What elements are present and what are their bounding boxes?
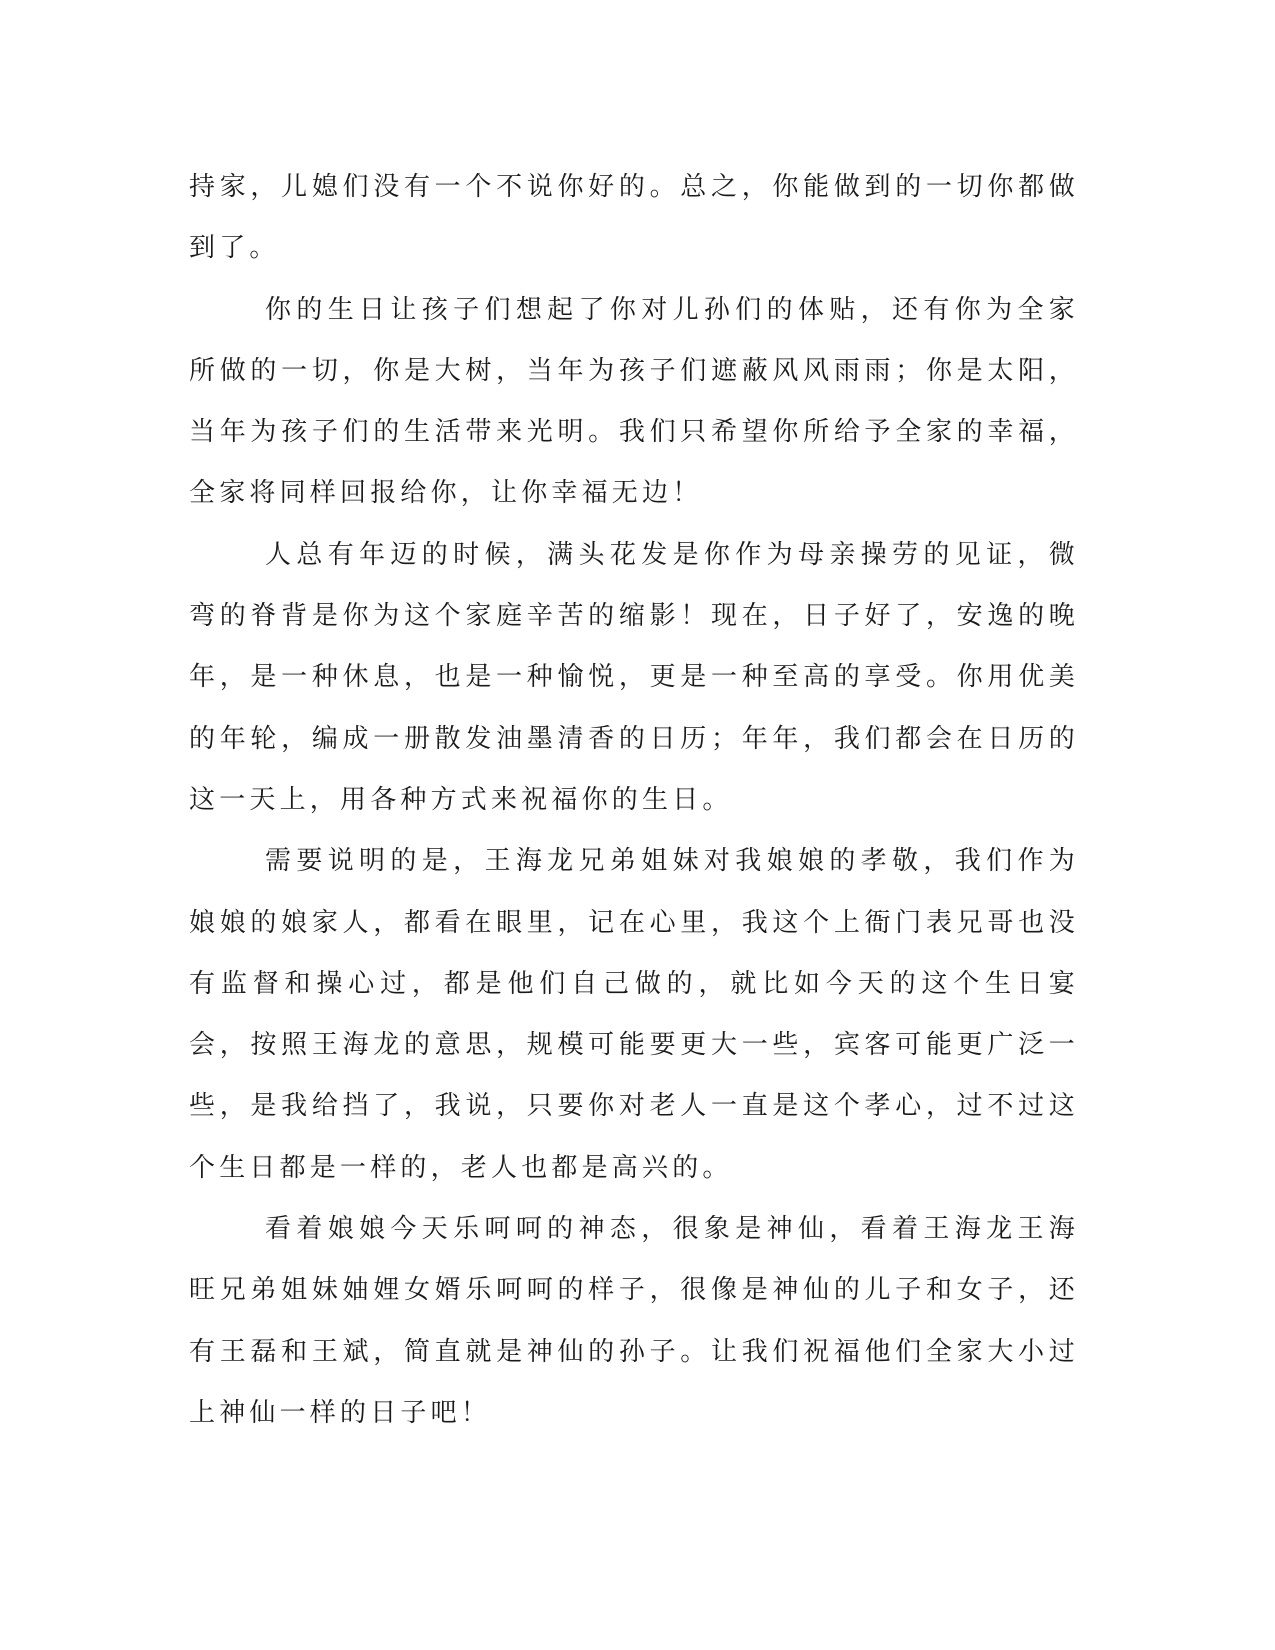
paragraph-1: 持家，儿媳们没有一个不说你好的。总之，你能做到的一切你都做到了。 — [189, 172, 1079, 264]
paragraph-2: 你的生日让孩子们想起了你对儿孙们的体贴，还有你为全家所做的一切，你是大树，当年为孩子们遮蔽风风雨雨；你是太阳，当年为孩子们的生活带来光明。我们只希望你所给予全家的幸福，全家将同样回报给你，让你幸福无边！ — [189, 294, 1079, 509]
paragraph-5: 看着娘娘今天乐呵呵的神态，很象是神仙，看着王海龙王海旺兄弟姐妹妯娌女婿乐呵呵的样子，很像是神仙的儿子和女子，还有王磊和王斌，简直就是神仙的孙子。让我们祝福他们全家大小过上神仙一样的日子吧！ — [189, 1214, 1079, 1428]
document-body — [189, 157, 1079, 1444]
paragraph-3: 人总有年迈的时候，满头花发是你作为母亲操劳的见证，微弯的脊背是你为这个家庭辛苦的缩影！现在，日子好了，安逸的晚年，是一种休息，也是一种愉悦，更是一种至高的享受。你用优美的年轮，编成一册散发油墨清香的日历；年年，我们都会在日历的这一天上，用各种方式来祝福你的生日。 — [189, 539, 1079, 815]
paragraph-4: 需要说明的是，王海龙兄弟姐妹对我娘娘的孝敬，我们作为娘娘的娘家人，都看在眼里，记在心里，我这个上衙门表兄哥也没有监督和操心过，都是他们自己做的，就比如今天的这个生日宴会，按照王海龙的意思，规模可能要更大一些，宾客可能更广泛一些，是我给挡了，我说，只要你对老人一直是这个孝心，过不过这个生日都是一样的，老人也都是高兴的。 — [189, 846, 1079, 1183]
